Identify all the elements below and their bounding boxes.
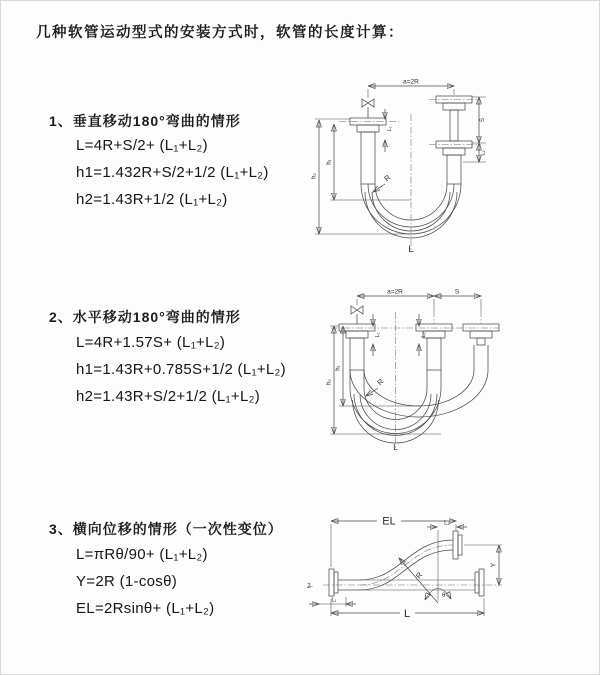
dim-label-theta: θ [442,593,446,599]
dim-label-el: EL [382,515,396,528]
valve-icon [362,99,374,118]
section-3-heading: 3、横向位移的情形（一次性变位） [49,521,283,537]
vertical-180-bend-diagram [301,76,591,261]
displaced-end-flange [453,531,462,559]
dim-l1 [373,314,381,356]
section-1-formula-h1: h1=1.432R+S/2+1/2 (L₁+L₂) [76,164,269,181]
page-title: 几种软管运动型式的安装方式时，软管的长度计算： [36,25,404,41]
dim-label-l1: L₁ [331,597,337,604]
hose-curves [350,312,488,450]
fixed-end-flange [329,569,359,596]
section-1-formula-h2: h2=1.43R+1/2 (L₁+L₂) [76,191,228,208]
dim-l2 [427,521,467,602]
valve-icon [351,306,363,324]
dim-l [331,598,484,620]
dim-label-s: S [480,117,486,123]
hose-curves [361,114,461,252]
dim-label-l1: L₁ [375,332,381,338]
section-2-formula-h2: h2=1.43R+S/2+1/2 (L₁+L₂) [76,388,261,405]
dim-label-h1: h₁ [335,365,342,371]
moving-end-flange [429,96,481,184]
dim-label-h2: h₂ [311,173,318,179]
moving-end-flange-pos2 [463,310,499,345]
dim-label-r: R [413,570,425,581]
dim-el [331,516,456,568]
dim-label-a2r: a=2R [387,288,403,296]
section-1-heading: 1、垂直移动180°弯曲的情形 [49,113,241,129]
fixed-end-flange [339,324,375,370]
dim-label-l: L [408,244,414,255]
lateral-displacement-diagram [301,501,600,651]
dim-l1 [309,597,356,607]
radius-construction [399,558,451,603]
section-1-formula-L: L=4R+S/2+ (L₁+L₂) [76,137,208,154]
dim-label-l1: L₁ [387,126,393,132]
section-3-formula-EL: EL=2Rsinθ+ (L₁+L₂) [76,600,215,617]
dim-label-r: R [382,172,393,184]
dim-s-l2 [463,97,487,162]
dim-y [464,545,502,585]
section-2-formula-h1: h1=1.43R+0.785S+1/2 (L₁+L₂) [76,361,286,378]
dim-label-l2: L₂ [444,520,450,527]
dim-label-l: L [393,443,398,452]
radius-leader [373,173,393,192]
dim-l1 [385,109,393,152]
dim-a2r [368,79,454,99]
dim-label-r: R [375,376,386,388]
dim-label-l2: L₂ [421,332,427,338]
dim-label-l2: L₂ [480,150,487,156]
centerline-mark: Z̶ [307,584,311,590]
dim-a2r-s [357,289,481,311]
section-2-heading: 2、水平移动180°弯曲的情形 [49,309,241,325]
dim-label-s: S [454,288,460,296]
dim-label-y: Y [490,562,498,568]
horizontal-180-bend-diagram [301,284,596,462]
dim-l2 [419,314,427,356]
section-3-formula-Y: Y=2R (1-cosθ) [76,573,178,590]
section-2-formula-L: L=4R+1.57S+ (L₁+L₂) [76,334,226,351]
dim-h [327,326,442,434]
dim-label-h2: h₂ [326,379,333,385]
moving-end-flange-pos1 [416,310,452,370]
dim-label-l: L [403,608,411,620]
radius-leader [366,377,386,396]
hose-s-curve [359,540,453,590]
dim-label-a2r: a=2R [403,78,419,86]
dim-label-h1: h₁ [326,159,333,165]
section-3-formula-L: L=πRθ/90+ (L₁+L₂) [76,546,208,563]
